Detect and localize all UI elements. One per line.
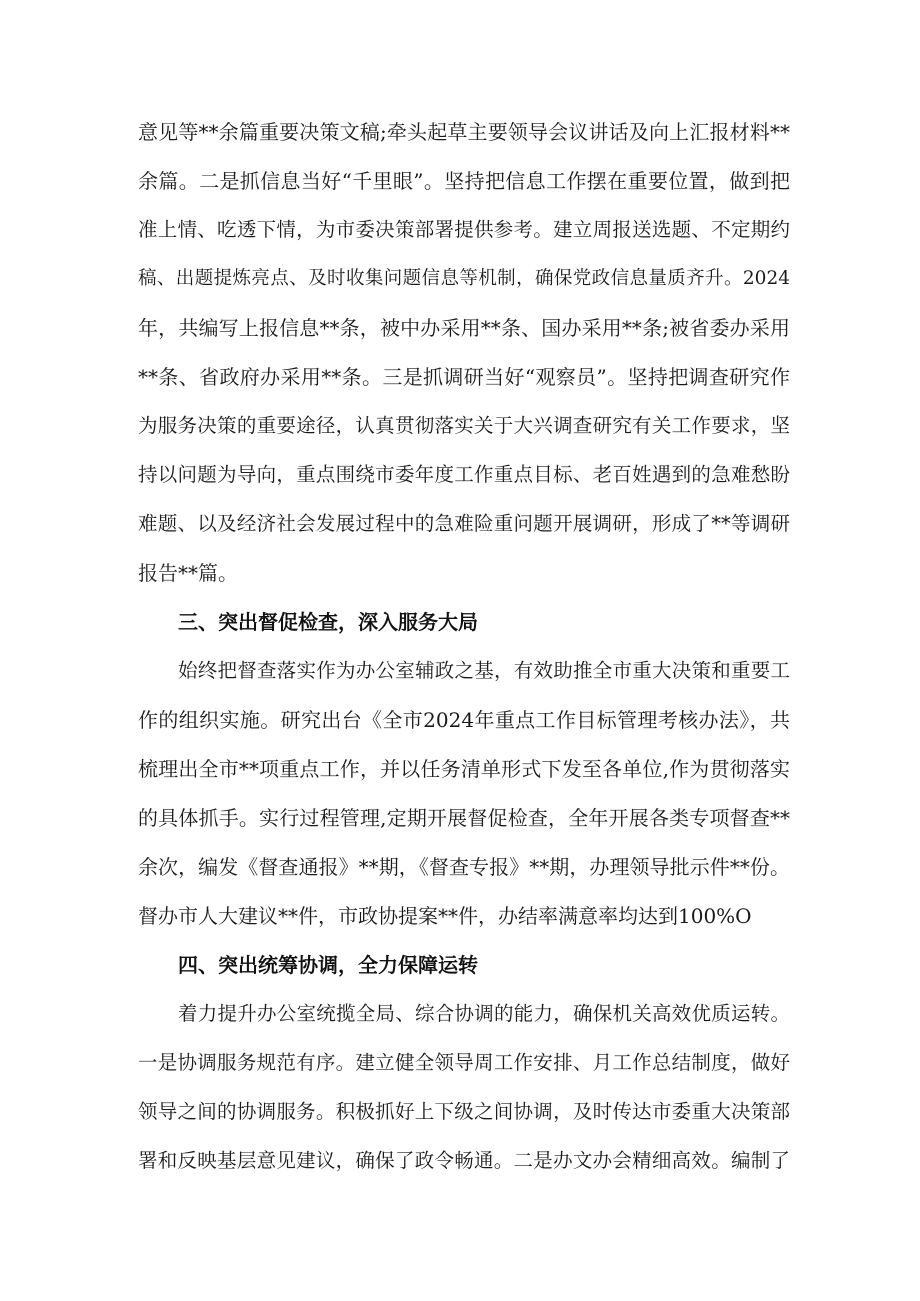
paragraph-line: 意见等**余篇重要决策文稿;牵头起草主要领导会议讲话及向上汇报材料** <box>138 120 790 144</box>
paragraph-line: 始终把督查落实作为办公室辅政之基，有效助推全市重大决策和重要工 <box>178 659 790 682</box>
paragraph-line: 稿、出题提炼亮点、及时收集问题信息等机制，确保党政信息量质齐升。2024 <box>138 268 790 289</box>
paragraph-line: 报告**篇。 <box>138 561 238 585</box>
paragraph-line: 署和反映基层意见建议，确保了政令畅通。二是办文办会精细高效。编制了 <box>138 1149 790 1172</box>
paragraph-line: 余篇。二是抓信息当好“千里眼”。坚持把信息工作摆在重要位置，做到把 <box>138 169 790 193</box>
paragraph-line: 梳理出全市**项重点工作，并以任务清单形式下发至各单位,作为贯彻落实 <box>138 757 790 781</box>
paragraph-line: 为服务决策的重要途径，认真贯彻落实关于大兴调查研究有关工作要求，坚 <box>138 414 790 437</box>
paragraph-line: 余次，编发《督查通报》**期，《督查专报》**期，办理领导批示件**份。 <box>138 855 790 879</box>
paragraph-line: 一是协调服务规范有序。建立健全领导周工作安排、月工作总结制度，做好 <box>138 1051 790 1074</box>
paragraph-line: 难题、以及经济社会发展过程中的急难险重问题开展调研，形成了**等调研 <box>138 512 790 535</box>
section-heading: 四、突出统筹协调，全力保障运转 <box>178 953 478 977</box>
paragraph-line: 作的组织实施。研究出台《全市2024年重点工作目标管理考核办法》，共 <box>138 708 790 732</box>
paragraph-line: 年，共编写上报信息**条，被中办采用**条、国办采用**条;被省委办采用 <box>138 316 790 340</box>
paragraph-line: 的具体抓手。实行过程管理,定期开展督促检查，全年开展各类专项督查** <box>138 806 790 830</box>
paragraph-line: 准上情、吃透下情，为市委决策部署提供参考。建立周报送选题、不定期约 <box>138 218 790 241</box>
paragraph-line: 领导之间的协调服务。积极抓好上下级之间协调，及时传达市委重大决策部 <box>138 1100 790 1123</box>
paragraph-line: **条、省政府办采用**条。三是抓调研当好“观察员”。坚持把调查研究作 <box>138 365 790 389</box>
paragraph-line: 督办市人大建议**件，市政协提案**件，办结率满意率均达到100%O <box>138 904 752 928</box>
section-heading: 三、突出督促检查，深入服务大局 <box>178 610 478 634</box>
paragraph-line: 持以问题为导向，重点围绕市委年度工作重点目标、老百姓遇到的急难愁盼 <box>138 463 790 486</box>
paragraph-line: 着力提升办公室统揽全局、综合协调的能力，确保机关高效优质运转。 <box>178 1002 790 1025</box>
